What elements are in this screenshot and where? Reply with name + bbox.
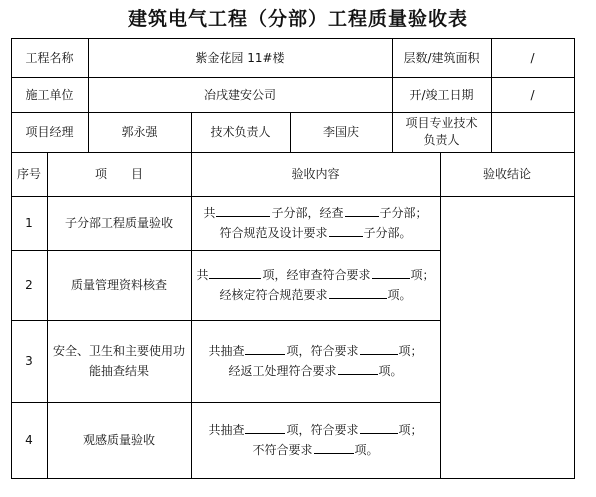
row-number: 4 (25, 433, 33, 447)
row-number: 3 (25, 354, 33, 368)
contractor-label: 施工单位 (25, 87, 74, 102)
row-item: 观感质量验收 (82, 433, 155, 447)
document-title: 建筑电气工程（分部）工程质量验收表 (127, 8, 468, 30)
column-header-item: 项 目 (94, 167, 143, 181)
dates-value: / (530, 87, 535, 102)
text-segment: 经核定符合规范要求 (219, 288, 328, 302)
text-segment: 不符合要求 (252, 443, 313, 457)
fill-blank[interactable] (245, 421, 285, 434)
content-line-1 (208, 341, 422, 361)
row-number: 1 (25, 216, 33, 230)
text-segment: 项，符合要求 (286, 423, 359, 437)
project-name-label: 工程名称 (25, 50, 74, 65)
fill-blank[interactable] (360, 342, 398, 355)
row-item (47, 320, 191, 402)
row-content (191, 250, 440, 320)
column-header-conclusion: 验收结论 (482, 167, 531, 181)
text-segment: 项，经审查符合要求 (262, 268, 371, 282)
row-content (191, 196, 440, 250)
text-segment: 子分部。 (363, 226, 412, 240)
fill-blank[interactable] (360, 421, 398, 434)
row-content (191, 402, 440, 478)
text-segment: 项； (398, 423, 423, 437)
text-segment: 项。 (387, 288, 412, 302)
content-line-2 (219, 285, 411, 305)
fill-blank[interactable] (245, 342, 285, 355)
row-item: 质量管理资料核查 (70, 278, 167, 292)
text-segment: 项。 (378, 364, 403, 378)
fill-blank[interactable] (209, 266, 261, 279)
text-segment: 子分部，经查 (271, 206, 344, 220)
project-tech-lead-value (491, 112, 574, 152)
fill-blank[interactable] (345, 204, 379, 217)
text-segment: 项，符合要求 (286, 344, 359, 358)
content-line-1 (196, 265, 434, 285)
project-tech-lead-label (392, 112, 491, 152)
fill-blank[interactable] (329, 286, 387, 299)
floors-area-label: 层数/建筑面积 (403, 50, 480, 65)
acceptance-conclusion-cell[interactable] (440, 196, 574, 478)
text-segment: 共抽查 (208, 423, 245, 437)
tech-lead-label: 技术负责人 (210, 125, 271, 139)
fill-blank[interactable] (329, 224, 363, 237)
column-header-content: 验收内容 (291, 167, 340, 181)
text-segment: 共 (203, 206, 216, 220)
row-item: 子分部工程质量验收 (64, 216, 173, 230)
text-segment: 共抽查 (208, 344, 245, 358)
text-segment: 符合规范及设计要求 (219, 226, 328, 240)
project-manager-value: 郭永强 (121, 125, 158, 139)
fill-blank[interactable] (372, 266, 410, 279)
project-name-value: 紫金花园 11#楼 (195, 50, 285, 65)
text-segment: 共 (196, 268, 209, 282)
dates-label: 开/竣工日期 (409, 87, 474, 102)
text-segment: 经返工处理符合要求 (228, 364, 337, 378)
row-item-line-2: 能抽查结果 (88, 364, 149, 378)
project-manager-label: 项目经理 (25, 125, 74, 139)
content-line-2 (219, 223, 411, 243)
floors-area-value: / (530, 50, 535, 65)
text-segment: 项。 (354, 443, 379, 457)
content-line-2 (252, 440, 378, 460)
project-tech-lead-label-line-2: 负责人 (423, 133, 460, 147)
fill-blank[interactable] (314, 441, 354, 454)
tech-lead-value: 李国庆 (322, 125, 359, 139)
fill-blank[interactable] (338, 362, 378, 375)
row-number: 2 (25, 278, 33, 292)
project-tech-lead-label-line-1: 项目专业技术 (405, 116, 478, 130)
text-segment: 子分部； (379, 206, 428, 220)
fill-blank[interactable] (216, 204, 270, 217)
row-item-line-1: 安全、卫生和主要使用功 (52, 344, 185, 358)
column-header-no: 序号 (16, 167, 41, 181)
content-line-1 (203, 203, 427, 223)
content-line-1 (208, 420, 422, 440)
content-line-2 (228, 361, 402, 381)
contractor-value: 冶戌建安公司 (203, 87, 276, 102)
text-segment: 项； (410, 268, 435, 282)
text-segment: 项； (398, 344, 423, 358)
row-content (191, 320, 440, 402)
